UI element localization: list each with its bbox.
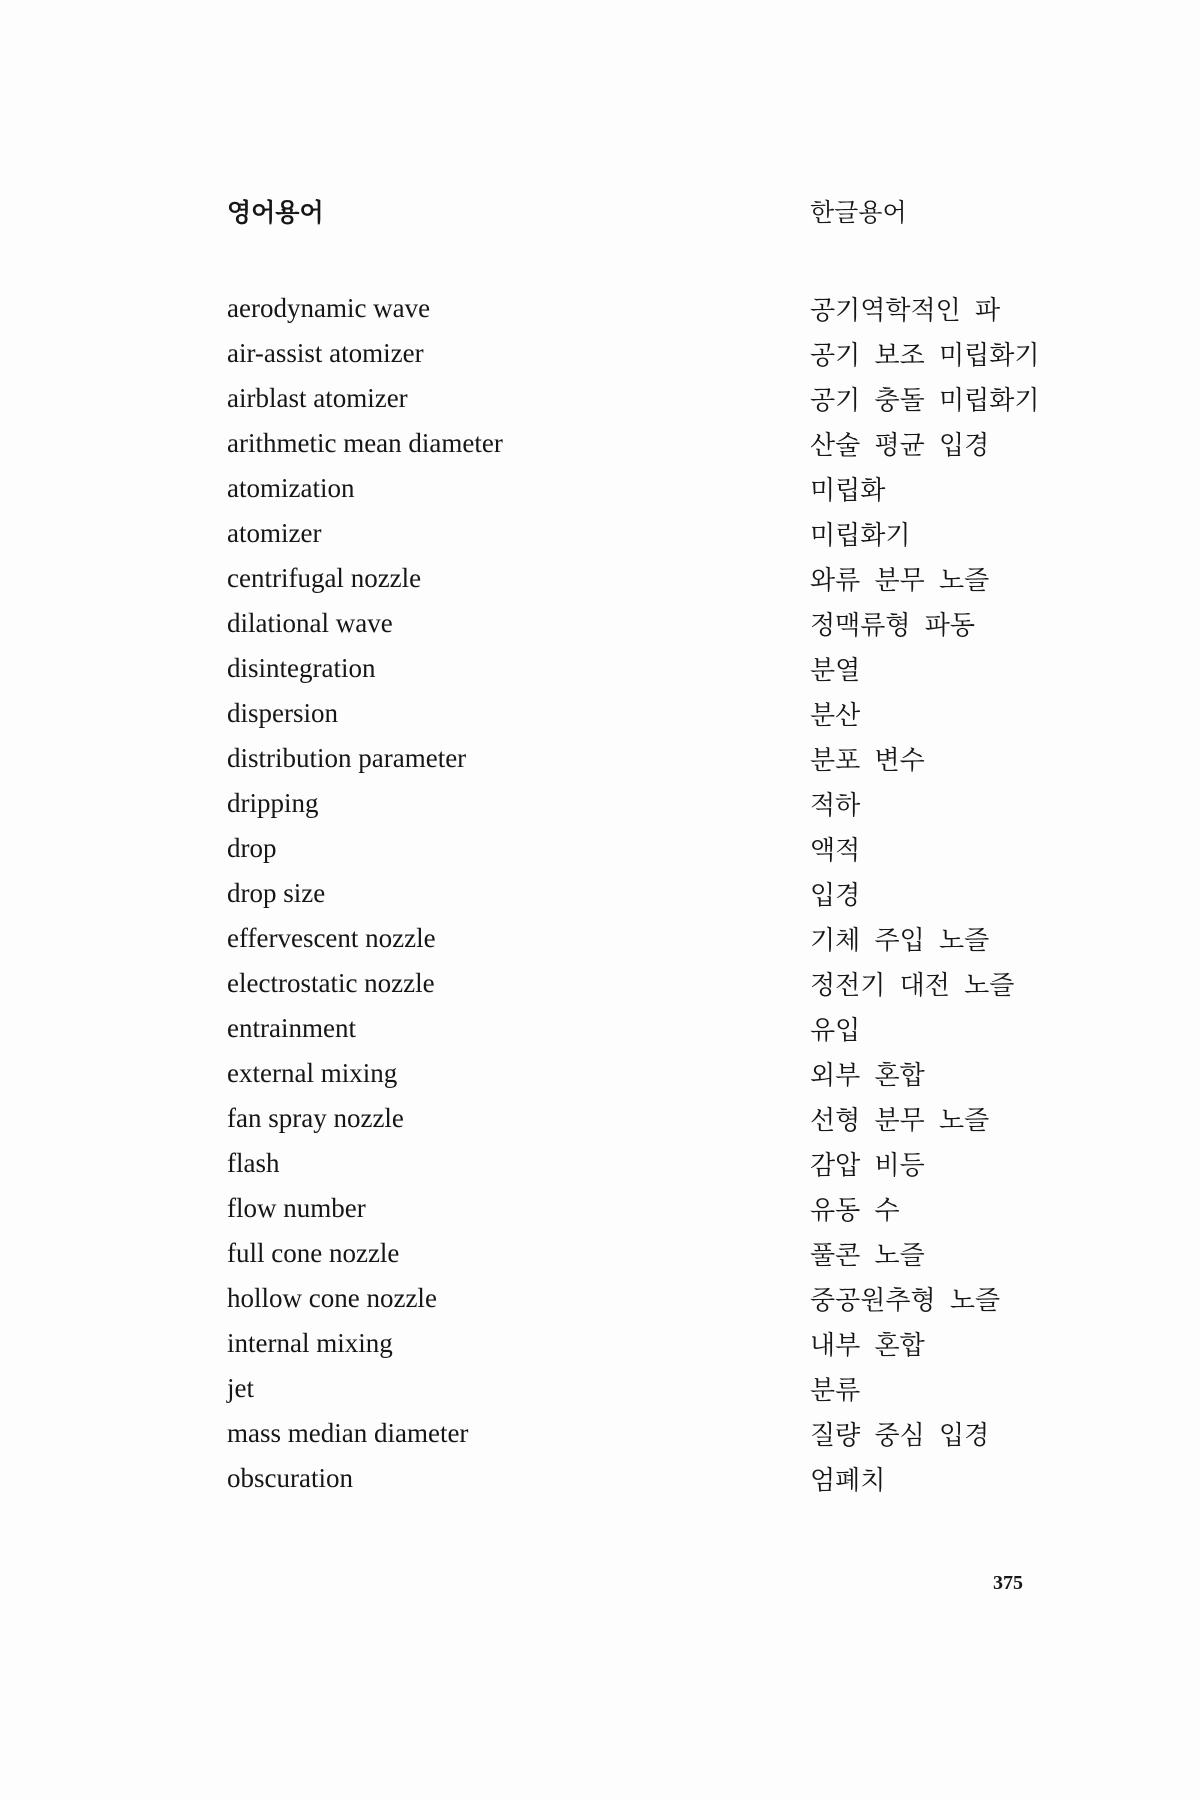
korean-term: 정맥류형 파동 bbox=[810, 611, 975, 641]
korean-term: 풀콘 노즐 bbox=[810, 1241, 925, 1271]
korean-term: 선형 분무 노즐 bbox=[810, 1106, 990, 1136]
glossary-list bbox=[227, 286, 1077, 1501]
korean-term: 외부 혼합 bbox=[810, 1061, 925, 1091]
english-terms-header: 영어용어 bbox=[227, 198, 324, 227]
glossary-row bbox=[227, 286, 1077, 331]
english-term: full cone nozzle bbox=[227, 1238, 400, 1268]
glossary-row bbox=[227, 511, 1077, 556]
korean-term: 산술 평균 입경 bbox=[810, 431, 990, 461]
korean-term: 미립화 bbox=[810, 476, 886, 506]
korean-term: 공기 보조 미립화기 bbox=[810, 341, 1040, 371]
english-term: drop size bbox=[227, 878, 326, 908]
english-term: fan spray nozzle bbox=[227, 1103, 404, 1133]
glossary-row bbox=[227, 1141, 1077, 1186]
page-number: 375 bbox=[993, 1572, 1023, 1594]
korean-term: 중공원추형 노즐 bbox=[810, 1286, 1001, 1316]
glossary-row bbox=[227, 961, 1077, 1006]
korean-term: 공기역학적인 파 bbox=[810, 296, 1001, 326]
english-term: internal mixing bbox=[227, 1328, 393, 1358]
korean-term: 미립화기 bbox=[810, 521, 911, 551]
glossary-row bbox=[227, 826, 1077, 871]
english-term: air-assist atomizer bbox=[227, 338, 424, 368]
glossary-row bbox=[227, 1051, 1077, 1096]
glossary-row bbox=[227, 601, 1077, 646]
english-term: aerodynamic wave bbox=[227, 293, 431, 323]
glossary-row bbox=[227, 916, 1077, 961]
glossary-row bbox=[227, 466, 1077, 511]
korean-term: 분포 변수 bbox=[810, 746, 925, 776]
glossary-row bbox=[227, 736, 1077, 781]
english-term: atomizer bbox=[227, 518, 322, 548]
glossary-row bbox=[227, 376, 1077, 421]
english-term: entrainment bbox=[227, 1013, 356, 1043]
glossary-row bbox=[227, 421, 1077, 466]
glossary-row bbox=[227, 646, 1077, 691]
english-term: electrostatic nozzle bbox=[227, 968, 435, 998]
english-term: drop bbox=[227, 833, 277, 863]
glossary-row bbox=[227, 1456, 1077, 1501]
korean-term: 적하 bbox=[810, 791, 861, 821]
korean-term: 입경 bbox=[810, 881, 861, 911]
english-term: airblast atomizer bbox=[227, 383, 408, 413]
english-term: atomization bbox=[227, 473, 355, 503]
english-term: dispersion bbox=[227, 698, 338, 728]
english-term: effervescent nozzle bbox=[227, 923, 436, 953]
korean-term: 유입 bbox=[810, 1016, 861, 1046]
english-term: obscuration bbox=[227, 1463, 353, 1493]
glossary-row bbox=[227, 1276, 1077, 1321]
korean-term: 공기 충돌 미립화기 bbox=[810, 386, 1040, 416]
glossary-row bbox=[227, 691, 1077, 736]
english-term: distribution parameter bbox=[227, 743, 467, 773]
english-term: disintegration bbox=[227, 653, 376, 683]
glossary-row bbox=[227, 871, 1077, 916]
glossary-row bbox=[227, 331, 1077, 376]
korean-term: 내부 혼합 bbox=[810, 1331, 925, 1361]
korean-term: 분류 bbox=[810, 1376, 861, 1406]
english-term: centrifugal nozzle bbox=[227, 563, 422, 593]
korean-term: 정전기 대전 노즐 bbox=[810, 971, 1015, 1001]
glossary-row bbox=[227, 1006, 1077, 1051]
korean-term: 와류 분무 노즐 bbox=[810, 566, 990, 596]
korean-term: 기체 주입 노즐 bbox=[810, 926, 990, 956]
korean-term: 액적 bbox=[810, 836, 861, 866]
korean-term: 유동 수 bbox=[810, 1196, 900, 1226]
english-term: dilational wave bbox=[227, 608, 393, 638]
english-term: mass median diameter bbox=[227, 1418, 469, 1448]
english-term: external mixing bbox=[227, 1058, 398, 1088]
english-term: flash bbox=[227, 1148, 280, 1178]
glossary-row bbox=[227, 1411, 1077, 1456]
glossary-row bbox=[227, 1186, 1077, 1231]
glossary-row bbox=[227, 1366, 1077, 1411]
glossary-row bbox=[227, 1231, 1077, 1276]
english-term: flow number bbox=[227, 1193, 366, 1223]
korean-term: 엄폐치 bbox=[810, 1466, 886, 1496]
korean-term: 분열 bbox=[810, 656, 861, 686]
korean-term: 감압 비등 bbox=[810, 1151, 925, 1181]
glossary-row bbox=[227, 1096, 1077, 1141]
glossary-row bbox=[227, 1321, 1077, 1366]
glossary-row bbox=[227, 781, 1077, 826]
glossary-row bbox=[227, 556, 1077, 601]
english-term: jet bbox=[227, 1373, 254, 1403]
english-term: dripping bbox=[227, 788, 319, 818]
english-term: hollow cone nozzle bbox=[227, 1283, 437, 1313]
korean-term: 분산 bbox=[810, 701, 861, 731]
english-term: arithmetic mean diameter bbox=[227, 428, 503, 458]
korean-term: 질량 중심 입경 bbox=[810, 1421, 990, 1451]
korean-terms-header: 한글용어 bbox=[810, 198, 907, 227]
